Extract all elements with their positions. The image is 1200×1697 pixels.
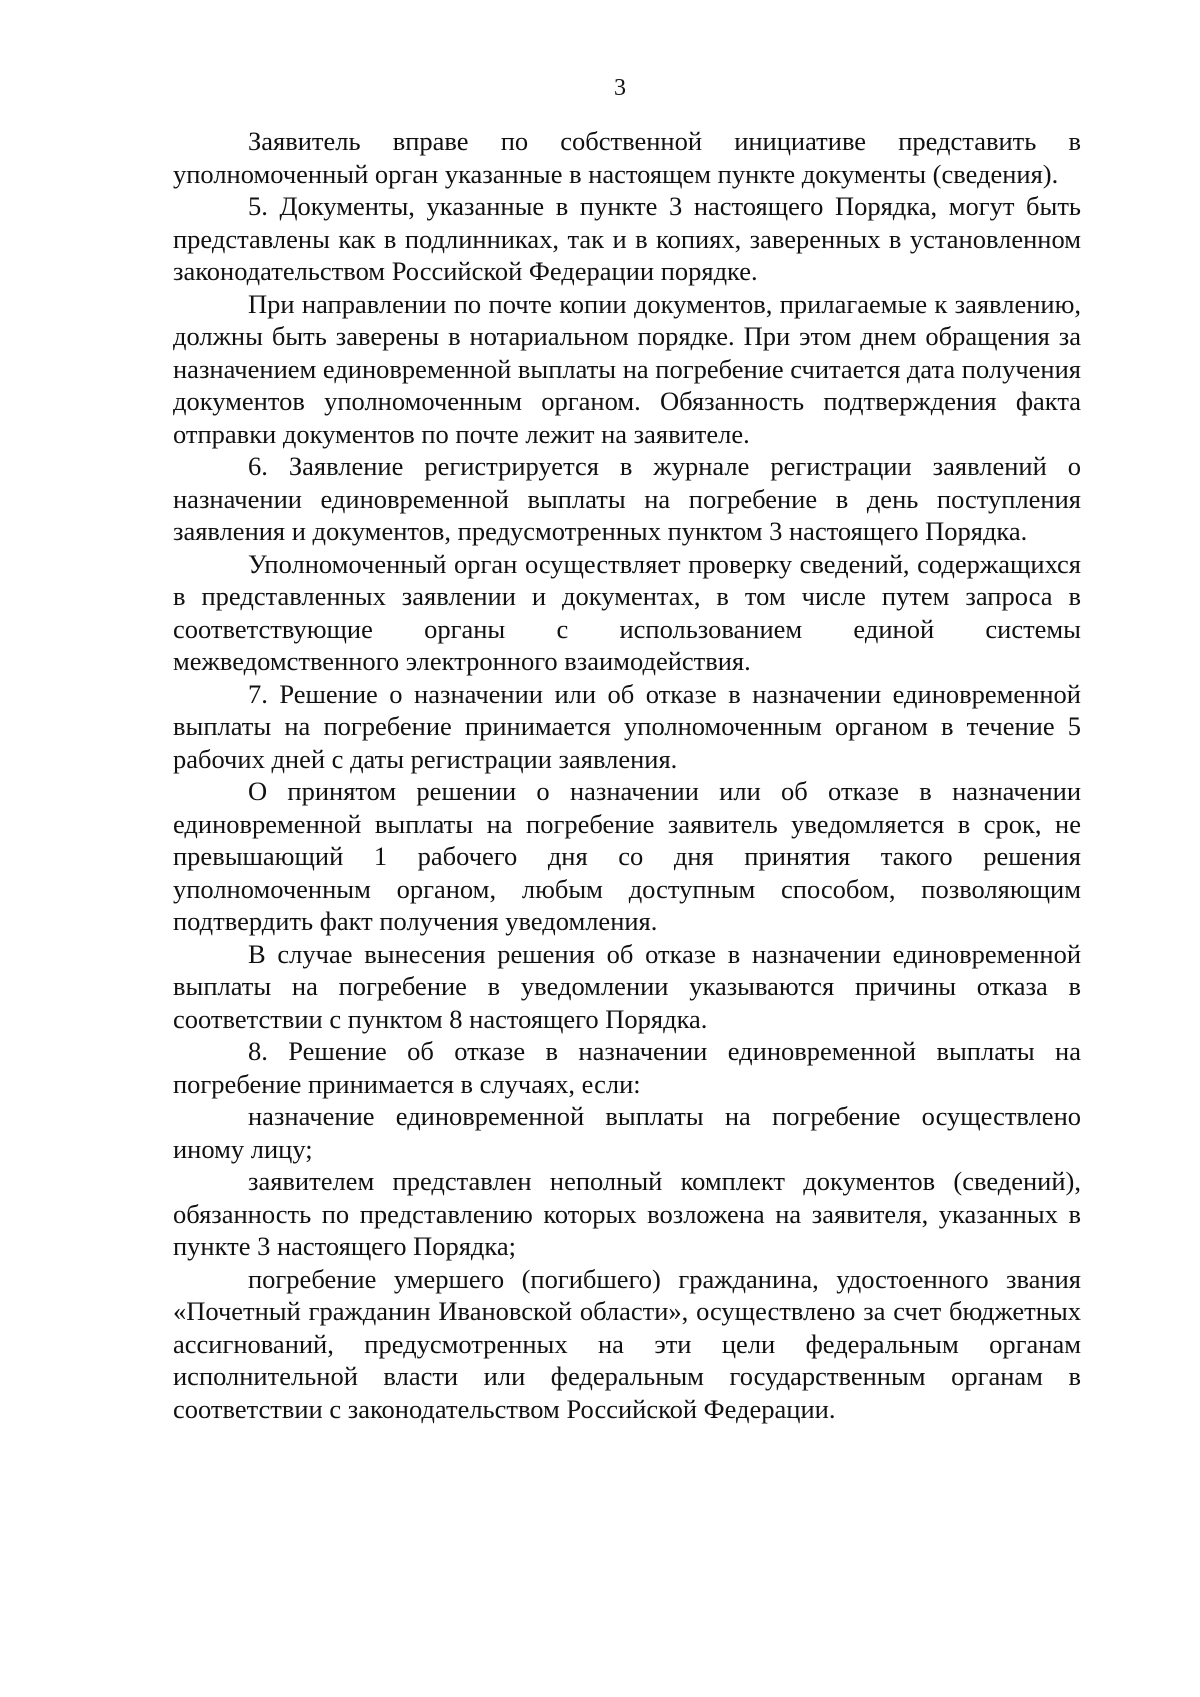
list-item-incomplete-documents: заявителем представлен неполный комплект документов (сведений), обязанность по представлению которых возложена на заявителя, указанных в пункте 3 настоящего Порядка; <box>173 1166 1081 1261</box>
page-number: 3 <box>614 75 626 101</box>
paragraph-item-8: 8. Решение об отказе в назначении единовременной выплаты на погребение принимается в случаях, если: <box>173 1036 1081 1099</box>
paragraph-item-5: 5. Документы, указанные в пункте 3 настоящего Порядка, могут быть представлены как в подлинниках, так и в копиях, заверенных в установленном законодательством Российской Федерации порядке. <box>173 191 1081 286</box>
paragraph-item-7: 7. Решение о назначении или об отказе в назначении единовременной выплаты на погребение принимается уполномоченным органом в течение 5 рабочих дней с даты регистрации заявления. <box>173 678 1081 774</box>
paragraph-notification: О принятом решении о назначении или об отказе в назначении единовременной выплаты на погребение заявитель уведомляется в срок, не превышающий 1 рабочего дня со дня принятия такого решения уполномоченным органом, любым доступным способом, позволяющим подтвердить факт получения уведомления. <box>173 776 1081 936</box>
paragraph-item-6: 6. Заявление регистрируется в журнале регистрации заявлений о назначении единовременной выплаты на погребение в день поступления заявления и документов, предусмотренных пунктом 3 настоящего Порядка. <box>173 451 1081 546</box>
paragraph-refusal-reasons: В случае вынесения решения об отказе в назначении единовременной выплаты на погребение в уведомлении указываются причины отказа в соответствии с пунктом 8 настоящего Порядка. <box>173 938 1081 1034</box>
paragraph-postal-submission: При направлении по почте копии документов, прилагаемые к заявлению, должны быть заверены в нотариальном порядке. При этом днем обращения за назначением единовременной выплаты на погребение считается дата получения документов уполномоченным органом. Обязанность подтверждения факта отправки документов по почте лежит на заявителе. <box>173 288 1081 449</box>
list-item-honorary-citizen: погребение умершего (погибшего) гражданина, удостоенного звания «Почетный гражданин Ивановской области», осуществлено за счет бюджетных ассигнований, предусмотренных на эти цели федеральным органам исполнительной власти или федеральным государственным органам в соответствии с законодательством Российской Федерации. <box>173 1263 1081 1424</box>
paragraph-verification: Уполномоченный орган осуществляет проверку сведений, содержащихся в представленных заявлении и документах, в том числе путем запроса в соответствующие органы с использованием единой системы межведомственного электронного взаимодействия. <box>173 548 1081 676</box>
list-item-other-person: назначение единовременной выплаты на погребение осуществлено иному лицу; <box>173 1101 1081 1164</box>
document-body <box>173 125 1081 1425</box>
paragraph-applicant-right: Заявитель вправе по собственной инициативе представить в уполномоченный орган указанные в настоящем пункте документы (сведения). <box>173 126 1081 189</box>
